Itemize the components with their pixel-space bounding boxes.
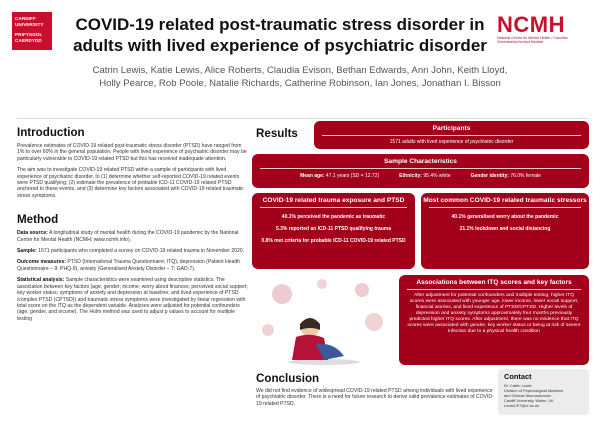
participants-box bbox=[314, 121, 589, 149]
associations-body: After adjustment for potential confounders and multiple testing, higher ITQ scores were associated with younger age, lower income, lower social support, financial worries, and lived experience of PTSD/CPTSD. Higher levels of depression and anxiety symptoms approximately four months previously predicted higher ITQ scores. After adjustment, there was no evidence that ITQ scores were associated with gender, key worker status or being at risk of severe infection due to a physical health condition bbox=[407, 293, 581, 334]
poster-title: COVID-19 related post-traumatic stress disorder in adults with lived experience of psychiatric disorder bbox=[73, 15, 487, 55]
method-statistical-analysis: Statistical analysis: Sample characteristics were examined using descriptive statistics. The association between key factors (age; gender; income; worry about finances; perceived social support; key worker status; symptoms of anxiety and depression at baseline; and lived experience of PTSD /complex PTSD (CPTSD)) and traumatic stress symptoms were investigated by linear regression with total score on the ITQ as the dependent variable. Analyses were adjusted for potential confounders (age, gender, and income). The Holm method was used to adjust p values to account for multiple testing bbox=[17, 277, 248, 322]
contact-division: Division of Psychological Medicine bbox=[504, 388, 564, 393]
trauma-exposure-heading: COVID-19 related trauma exposure and PTSD bbox=[262, 197, 405, 204]
list-item: 40.1% generalised worry about the pandemic bbox=[451, 214, 559, 220]
method-outcome-measures: Outcome measures: PTSD (International Trauma Questionnaire; ITQ), depression (Patient Health Questionnaire – 9; PHQ-9), anxiety (Generalised Anxiety Disorder – 7; GAD-7). bbox=[17, 259, 240, 272]
author-line-1: Catrin Lewis, Katie Lewis, Alice Roberts, Claudia Evison, Bethan Edwards, Ann John, Keith Lloyd, bbox=[92, 65, 508, 76]
contact-email[interactable]: LewisCE7@cf.ac.uk bbox=[504, 403, 539, 408]
introduction-paragraph-1: Prevalence estimates of COVID-19 related post-traumatic stress disorder (PTSD) have ranged from 1% to over 60% in the general population. People with lived experience of psychiatric disorder may be particularly vulnerable to COVID-19 related PTSD but this has received inadequate attention. bbox=[17, 143, 247, 162]
participants-heading: Participants bbox=[432, 125, 471, 132]
cardiff-university-logo: CARDIFF UNIVERSITY PRIFYSGOL CAERDYDD bbox=[12, 12, 52, 50]
sample-characteristics-heading: Sample Characteristics bbox=[384, 158, 457, 165]
list-item: 40.1% perceived the pandemic as traumatic bbox=[281, 214, 386, 220]
header-divider bbox=[17, 118, 589, 119]
poster-header bbox=[0, 0, 600, 104]
conclusion-heading: Conclusion bbox=[256, 372, 320, 385]
conclusion-text: We did not find evidence of widespread COVID-19 related PTSD among individuals with lived experience of psychiatric disorder. There is a need for future research to derive valid prevalence estimates of COVID-19 related PTSD. bbox=[256, 388, 494, 407]
trauma-exposure-box bbox=[252, 193, 415, 269]
participants-text: 1571 adults with lived experience of psychiatric disorder bbox=[389, 139, 514, 145]
author-line-2: Holly Pearce, Rob Poole, Natalie Richards, Catherine Robinson, Ian Jones, Jonathan I. Bisson bbox=[99, 78, 501, 89]
contact-division-2: and Clinical Neurosciences bbox=[504, 393, 551, 398]
traumatic-stressors-box bbox=[421, 193, 589, 269]
method-heading: Method bbox=[17, 213, 59, 227]
list-item: 5.3% reported an ICD-11 PTSD qualifying trauma bbox=[275, 226, 392, 232]
introduction-paragraph-2: The aim was to investigate COVID-19 related PTSD within a sample of participants with lived experience of psychiatric disorder, to (1) determine whether self-reported COVID-19 related events were PTSD qualifying; (2) estimate the prevalence of probable ICD-11 COVID-19 related PTSD anchored to these events, and (3) determine key factors associated with COVID-19 related traumatic stress symptoms. bbox=[17, 167, 244, 199]
contact-institution: Cardiff University, Wales, UK bbox=[504, 398, 554, 403]
conclusion-section bbox=[256, 372, 496, 407]
results-heading: Results bbox=[256, 127, 298, 140]
contact-heading: Contact bbox=[504, 372, 532, 381]
list-item: 21.1% lockdown and social distancing bbox=[459, 226, 551, 232]
left-column bbox=[17, 126, 249, 327]
contact-box bbox=[498, 369, 589, 415]
method-sample: Sample: 1571 participants who completed a survey on COVID-19 related trauma in November 2020. bbox=[17, 248, 245, 255]
mean-age: Mean age: 47.1 years (SD = 12.72) bbox=[300, 173, 380, 179]
associations-heading: Associations between ITQ scores and key factors bbox=[416, 279, 572, 286]
sample-characteristics-box bbox=[252, 154, 589, 188]
gender-identity: Gender identity: 76.0% female bbox=[470, 173, 541, 179]
method-data-source: Data source: A longitudinal study of mental health during the COVID-19 pandemic by the National Centre for Mental Health (NCMH; www.ncmh.info). bbox=[17, 230, 239, 243]
contact-name: Dr. Catrin Lewis bbox=[504, 383, 532, 388]
ncmh-logo: NCMH National Centre for Mental Health / Canolfan Genedlaethol lechyd Meddwl bbox=[497, 12, 568, 45]
traumatic-stressors-heading: Most common COVID-19 related traumatic stressors bbox=[423, 197, 587, 204]
ethnicity: Ethnicity: 95.4% white bbox=[399, 173, 451, 179]
introduction-heading: Introduction bbox=[17, 126, 85, 139]
list-item: 0.8% met criteria for probable ICD-11 COVID-19 related PTSD bbox=[261, 238, 406, 244]
author-list bbox=[60, 64, 540, 90]
associations-box bbox=[399, 275, 589, 365]
covid-isolation-illustration bbox=[252, 272, 397, 368]
